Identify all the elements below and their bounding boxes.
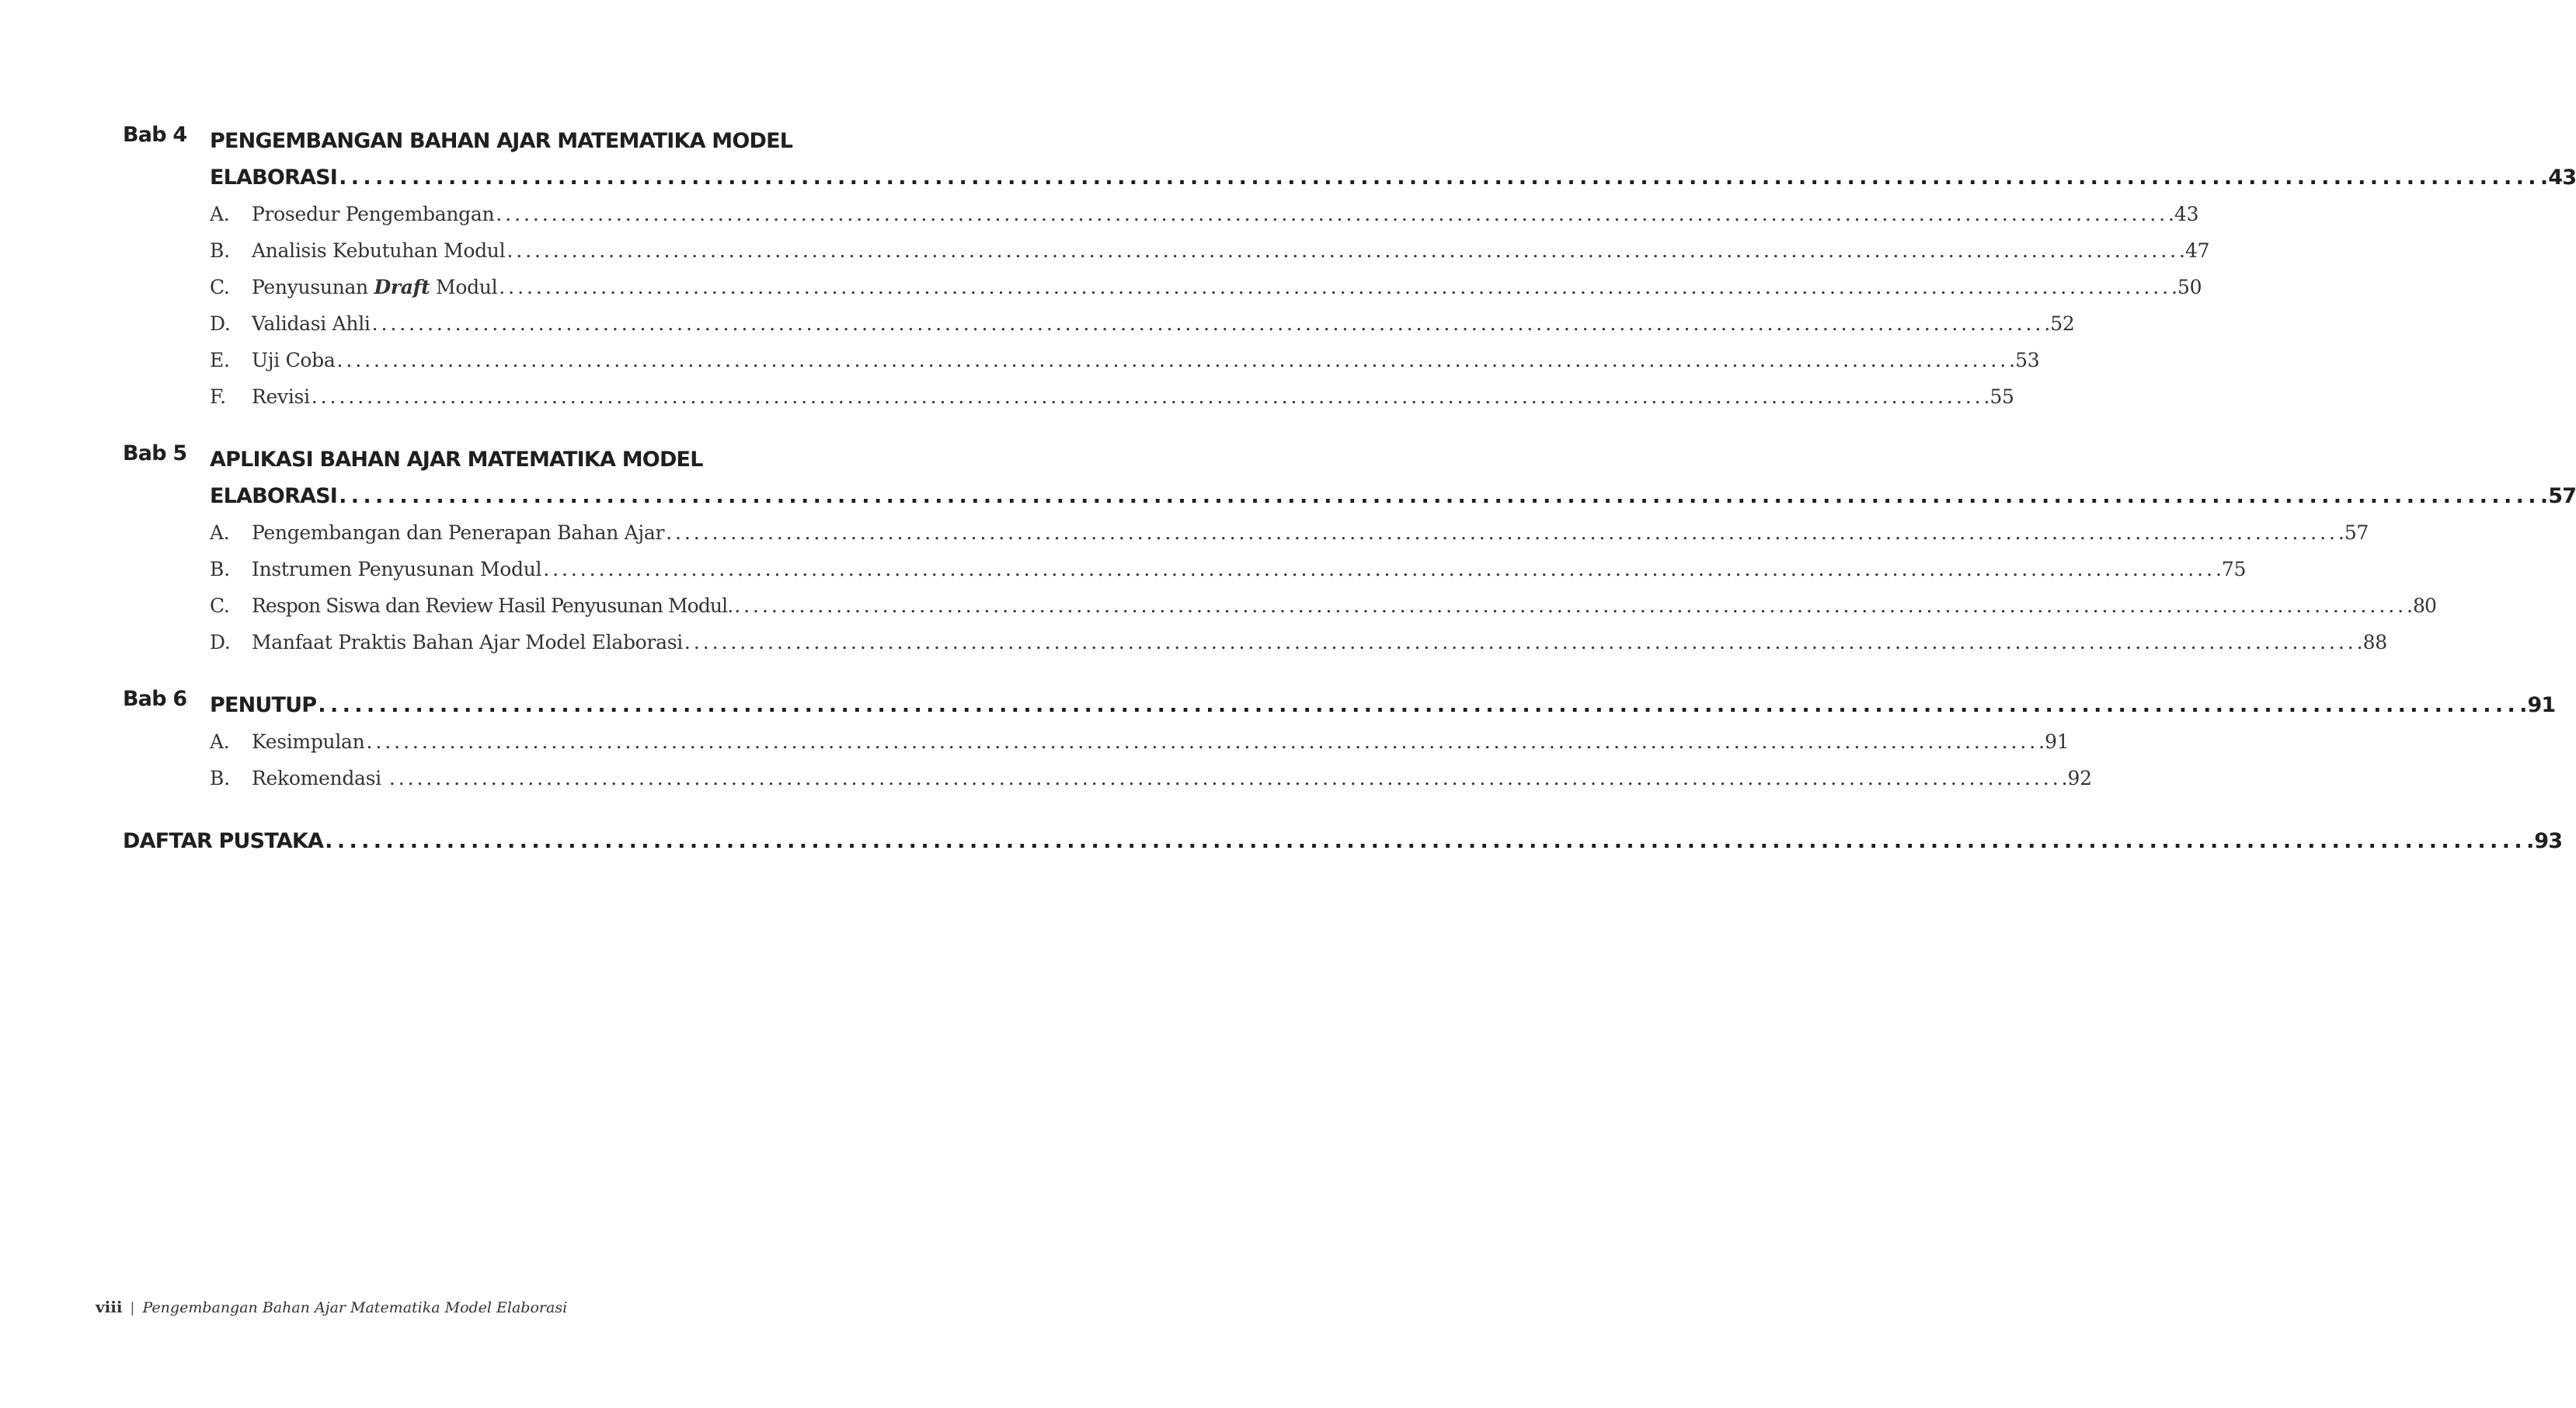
toc-entry[interactable] [210,196,2199,232]
dot-leader [543,551,2220,587]
page-number: 75 [2221,558,2247,580]
entry-letter: A. [210,521,230,544]
page-number: 92 [2067,767,2092,789]
dot-leader [734,587,2411,624]
page-number: 57 [2344,521,2369,544]
entry-title: Revisi [252,385,310,408]
dot-leader [666,514,2343,551]
bibliography-title: DAFTAR PUSTAKA [123,829,324,853]
page-number: 91 [2045,730,2070,753]
entry-letter: D. [210,631,231,653]
dot-leader [336,342,2014,378]
entry-letter: A. [210,203,230,225]
toc-entry[interactable] [210,378,2014,415]
dot-leader [366,723,2043,760]
chapter-6 [123,687,2556,796]
page-number: 47 [2185,239,2210,262]
entry-title-part: Penyusunan [252,276,374,298]
page-number: 91 [2527,693,2556,717]
entry-title: Uji Coba [252,349,336,371]
entry-letter: F. [210,385,226,408]
entry-title: Kesimpulan [252,730,365,753]
dot-leader [325,823,2532,859]
bibliography-entry[interactable] [123,823,2563,859]
dot-leader [684,624,2362,660]
chapter-title: APLIKASI BAHAN AJAR MATEMATIKA MODEL [210,448,703,472]
dot-leader [499,269,2176,305]
dot-leader [339,159,2546,196]
chapter-number: Bab 6 [123,687,187,711]
chapter-number: Bab 4 [123,123,187,147]
dot-leader [339,478,2546,514]
chapter-4 [123,123,2576,415]
toc-entry[interactable] [210,723,2070,760]
page-number: 57 [2548,484,2576,508]
footer-separator: | [130,1300,135,1316]
page-number: 93 [2534,829,2563,853]
chapter-5-heading[interactable] [123,441,2576,514]
running-title: Pengembangan Bahan Ajar Matematika Model Elaborasi [142,1299,568,1316]
page-number: 55 [1989,385,2014,408]
chapter-6-heading[interactable] [123,687,2556,723]
page-number: 88 [2362,631,2387,653]
toc-entry[interactable] [210,624,2387,660]
page-number: 43 [2548,166,2576,190]
toc-entry[interactable] [210,342,2040,378]
chapter-4-heading[interactable] [123,123,2576,196]
entry-letter: C. [210,276,230,298]
toc-entry[interactable] [210,232,2210,269]
chapter-5 [123,441,2576,660]
entry-letter: B. [210,239,230,262]
chapter-number: Bab 5 [123,441,187,465]
dot-leader [506,232,2184,269]
page-number: 53 [2015,349,2040,371]
toc-entry[interactable] [210,305,2075,342]
chapter-title: PENUTUP [210,693,317,717]
page-number: 52 [2050,312,2075,335]
toc-entry[interactable] [210,514,2369,551]
toc-entry[interactable] [210,269,2202,305]
page-footer [96,1298,567,1316]
page-number: 80 [2412,594,2436,617]
entry-title: Prosedur Pengembangan [252,203,495,225]
entry-title: Instrumen Penyusunan Modul [252,558,542,580]
toc-entry[interactable] [210,760,2092,796]
entry-title-italic: Draft [374,276,430,298]
table-of-contents [123,123,2576,859]
entry-title: Analisis Kebutuhan Modul [252,239,506,262]
entry-letter: C. [210,594,230,617]
chapter-title: PENGEMBANGAN BAHAN AJAR MATEMATIKA MODEL [210,129,793,153]
dot-leader [312,378,1989,415]
footer-page-number: viii [96,1298,123,1316]
entry-title: Manfaat Praktis Bahan Ajar Model Elaborasi [252,631,683,653]
toc-entry[interactable] [210,587,2436,624]
entry-title-part: Modul [430,276,498,298]
entry-title: Rekomendasi [252,767,381,789]
entry-title [252,269,497,305]
dot-leader [318,687,2526,723]
toc-entry[interactable] [210,551,2247,587]
entry-letter: B. [210,767,230,789]
entry-letter: B. [210,558,230,580]
dot-leader [372,305,2049,342]
entry-letter: E. [210,349,230,371]
entry-letter: D. [210,312,231,335]
chapter-title-continued: ELABORASI [210,484,338,508]
entry-title: Validasi Ahli [252,312,371,335]
page-number: 50 [2177,276,2202,298]
entry-letter: A. [210,730,230,753]
dot-leader [496,196,2173,232]
entry-title: Respon Siswa dan Review Hasil Penyusunan Modul. [252,594,733,617]
entry-title: Pengembangan dan Penerapan Bahan Ajar [252,521,665,544]
chapter-title-continued: ELABORASI [210,166,338,190]
page-number: 43 [2174,203,2199,225]
dot-leader [389,760,2066,796]
